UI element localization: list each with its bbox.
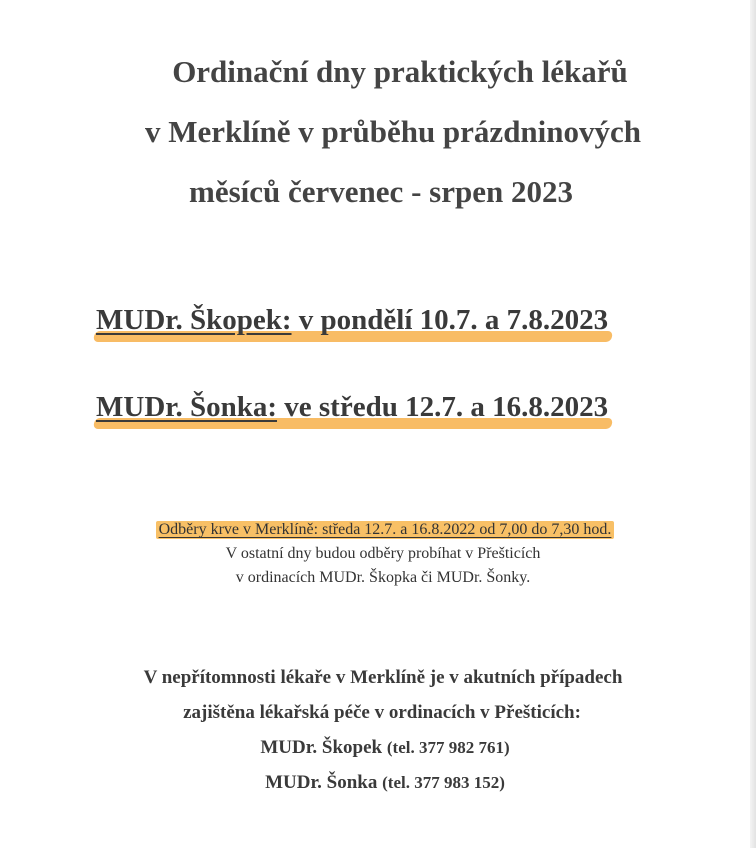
office-days-sonka: ve středu 12.7. a 16.8.2023 (284, 391, 609, 423)
highlight-mark (96, 391, 608, 424)
absence-line-1: V nepřítomnosti lékaře v Merklíně je v akutních případech (143, 667, 623, 688)
contact-name-sonka: MUDr. Šonka (265, 772, 378, 793)
schedule-skopek (96, 304, 608, 337)
absence-line-2: zajištěna lékařská péče v ordinacích v Přešticích: (183, 702, 581, 723)
doctor-name-skopek: MUDr. Škopek: (96, 304, 292, 336)
highlight-mark (96, 304, 608, 337)
office-days-skopek: v pondělí 10.7. a 7.8.2023 (298, 304, 609, 336)
blood-tests-main: Odběry krve v Merklíně: středa 12.7. a 16.8.2022 od 7,00 do 7,30 hod. (156, 521, 615, 539)
blood-tests-line-3: v ordinacích MUDr. Škopka či MUDr. Šonky. (235, 569, 531, 586)
contact-phone-skopek: (tel. 377 982 761) (386, 738, 510, 757)
title-line-1: Ordinační dny praktických lékařů (172, 54, 628, 89)
absence-section (0, 660, 756, 800)
blood-tests-section (0, 518, 756, 590)
contact-sonka (0, 765, 756, 800)
schedule-sonka (96, 391, 608, 424)
title-line-2: v Merklíně v průběhu prázdninových (144, 114, 642, 149)
doctor-name-sonka: MUDr. Šonka: (96, 391, 278, 423)
blood-tests-line-2: V ostatní dny budou odběry probíhat v Přešticích (225, 545, 541, 562)
contact-phone-sonka: (tel. 377 983 152) (382, 773, 505, 792)
title-line-3: měsíců červenec - srpen 2023 (189, 174, 573, 209)
page-title (0, 42, 756, 222)
contact-skopek (0, 730, 756, 765)
contact-name-skopek: MUDr. Škopek (260, 737, 383, 758)
blood-tests-highlight (142, 518, 615, 542)
